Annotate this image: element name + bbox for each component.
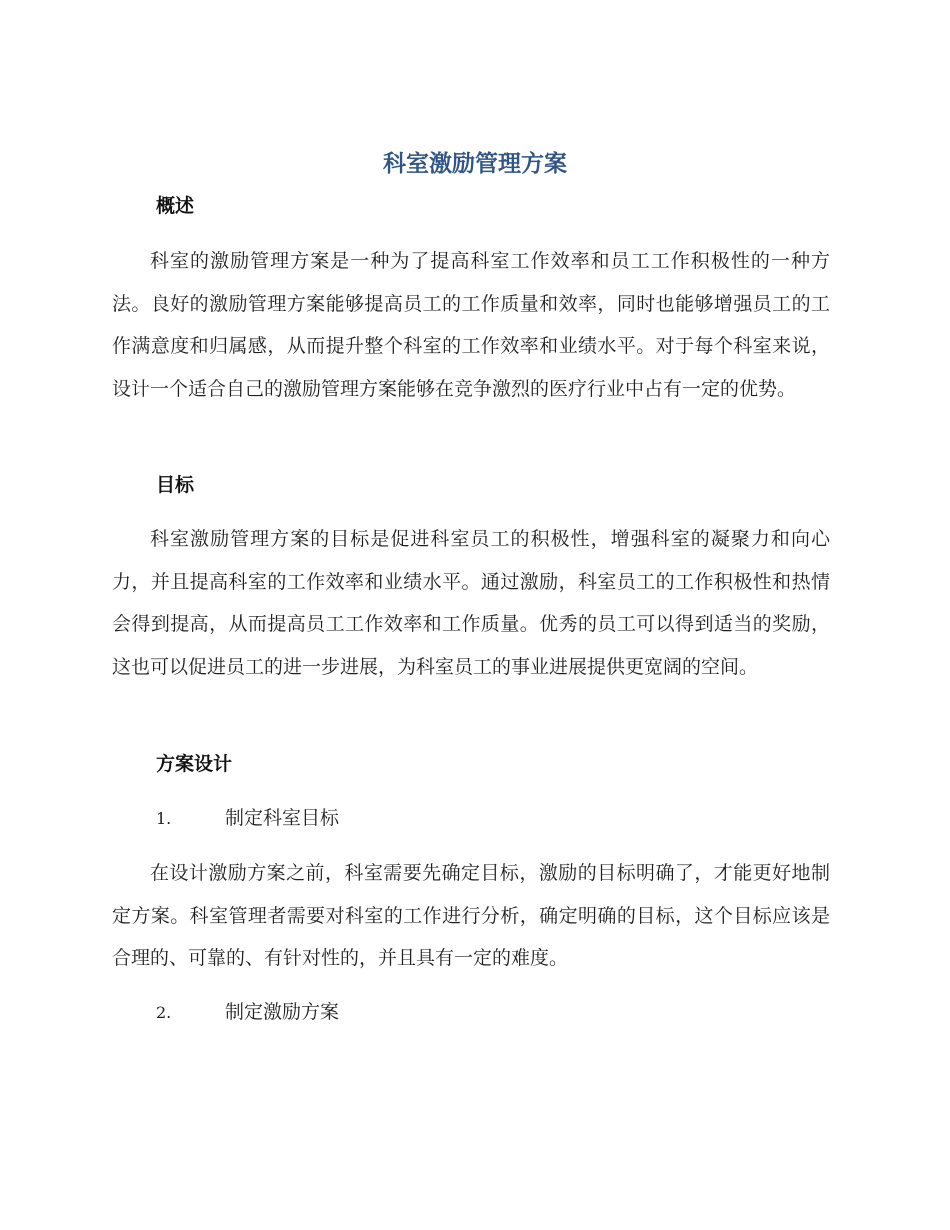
list-item-number: 2. [156,1003,172,1022]
list-item [156,998,339,1027]
list-item [156,804,339,833]
list-item-label: 制定激励方案 [225,1001,340,1023]
list-item-label: 制定科室目标 [225,807,340,829]
document-title: 科室激励管理方案 [383,151,567,177]
section-paragraph-overview: 科室的激励管理方案是一种为了提高科室工作效率和员工工作积极性的一种方法。良好的激励管理方案能够提高员工的工作质量和效率，同时也能够增强员工的工作满意度和归属感，从而提升整个科室的工作效率和业绩水平。对于每个科室来说，设计一个适合自己的激励管理方案能够在竞争激烈的医疗行业中占有一定的优势。 [112,250,830,400]
list-item-number: 1. [156,809,172,828]
section-heading-overview: 概述 [156,195,195,217]
section-heading-design: 方案设计 [156,753,233,775]
section-heading-goals: 目标 [156,474,195,496]
section-paragraph-goals: 科室激励管理方案的目标是促进科室员工的积极性，增强科室的凝聚力和向心力，并且提高科室的工作效率和业绩水平。通过激励，科室员工的工作积极性和热情会得到提高，从而提高员工工作效率和工作质量。优秀的员工可以得到适当的奖励，这也可以促进员工的进一步进展，为科室员工的事业进展提供更宽阔的空间。 [112,528,830,678]
list-item-paragraph: 在设计激励方案之前，科室需要先确定目标，激励的目标明确了，才能更好地制定方案。科室管理者需要对科室的工作进行分析，确定明确的目标，这个目标应该是合理的、可靠的、有针对性的，并且具有一定的难度。 [112,862,830,969]
